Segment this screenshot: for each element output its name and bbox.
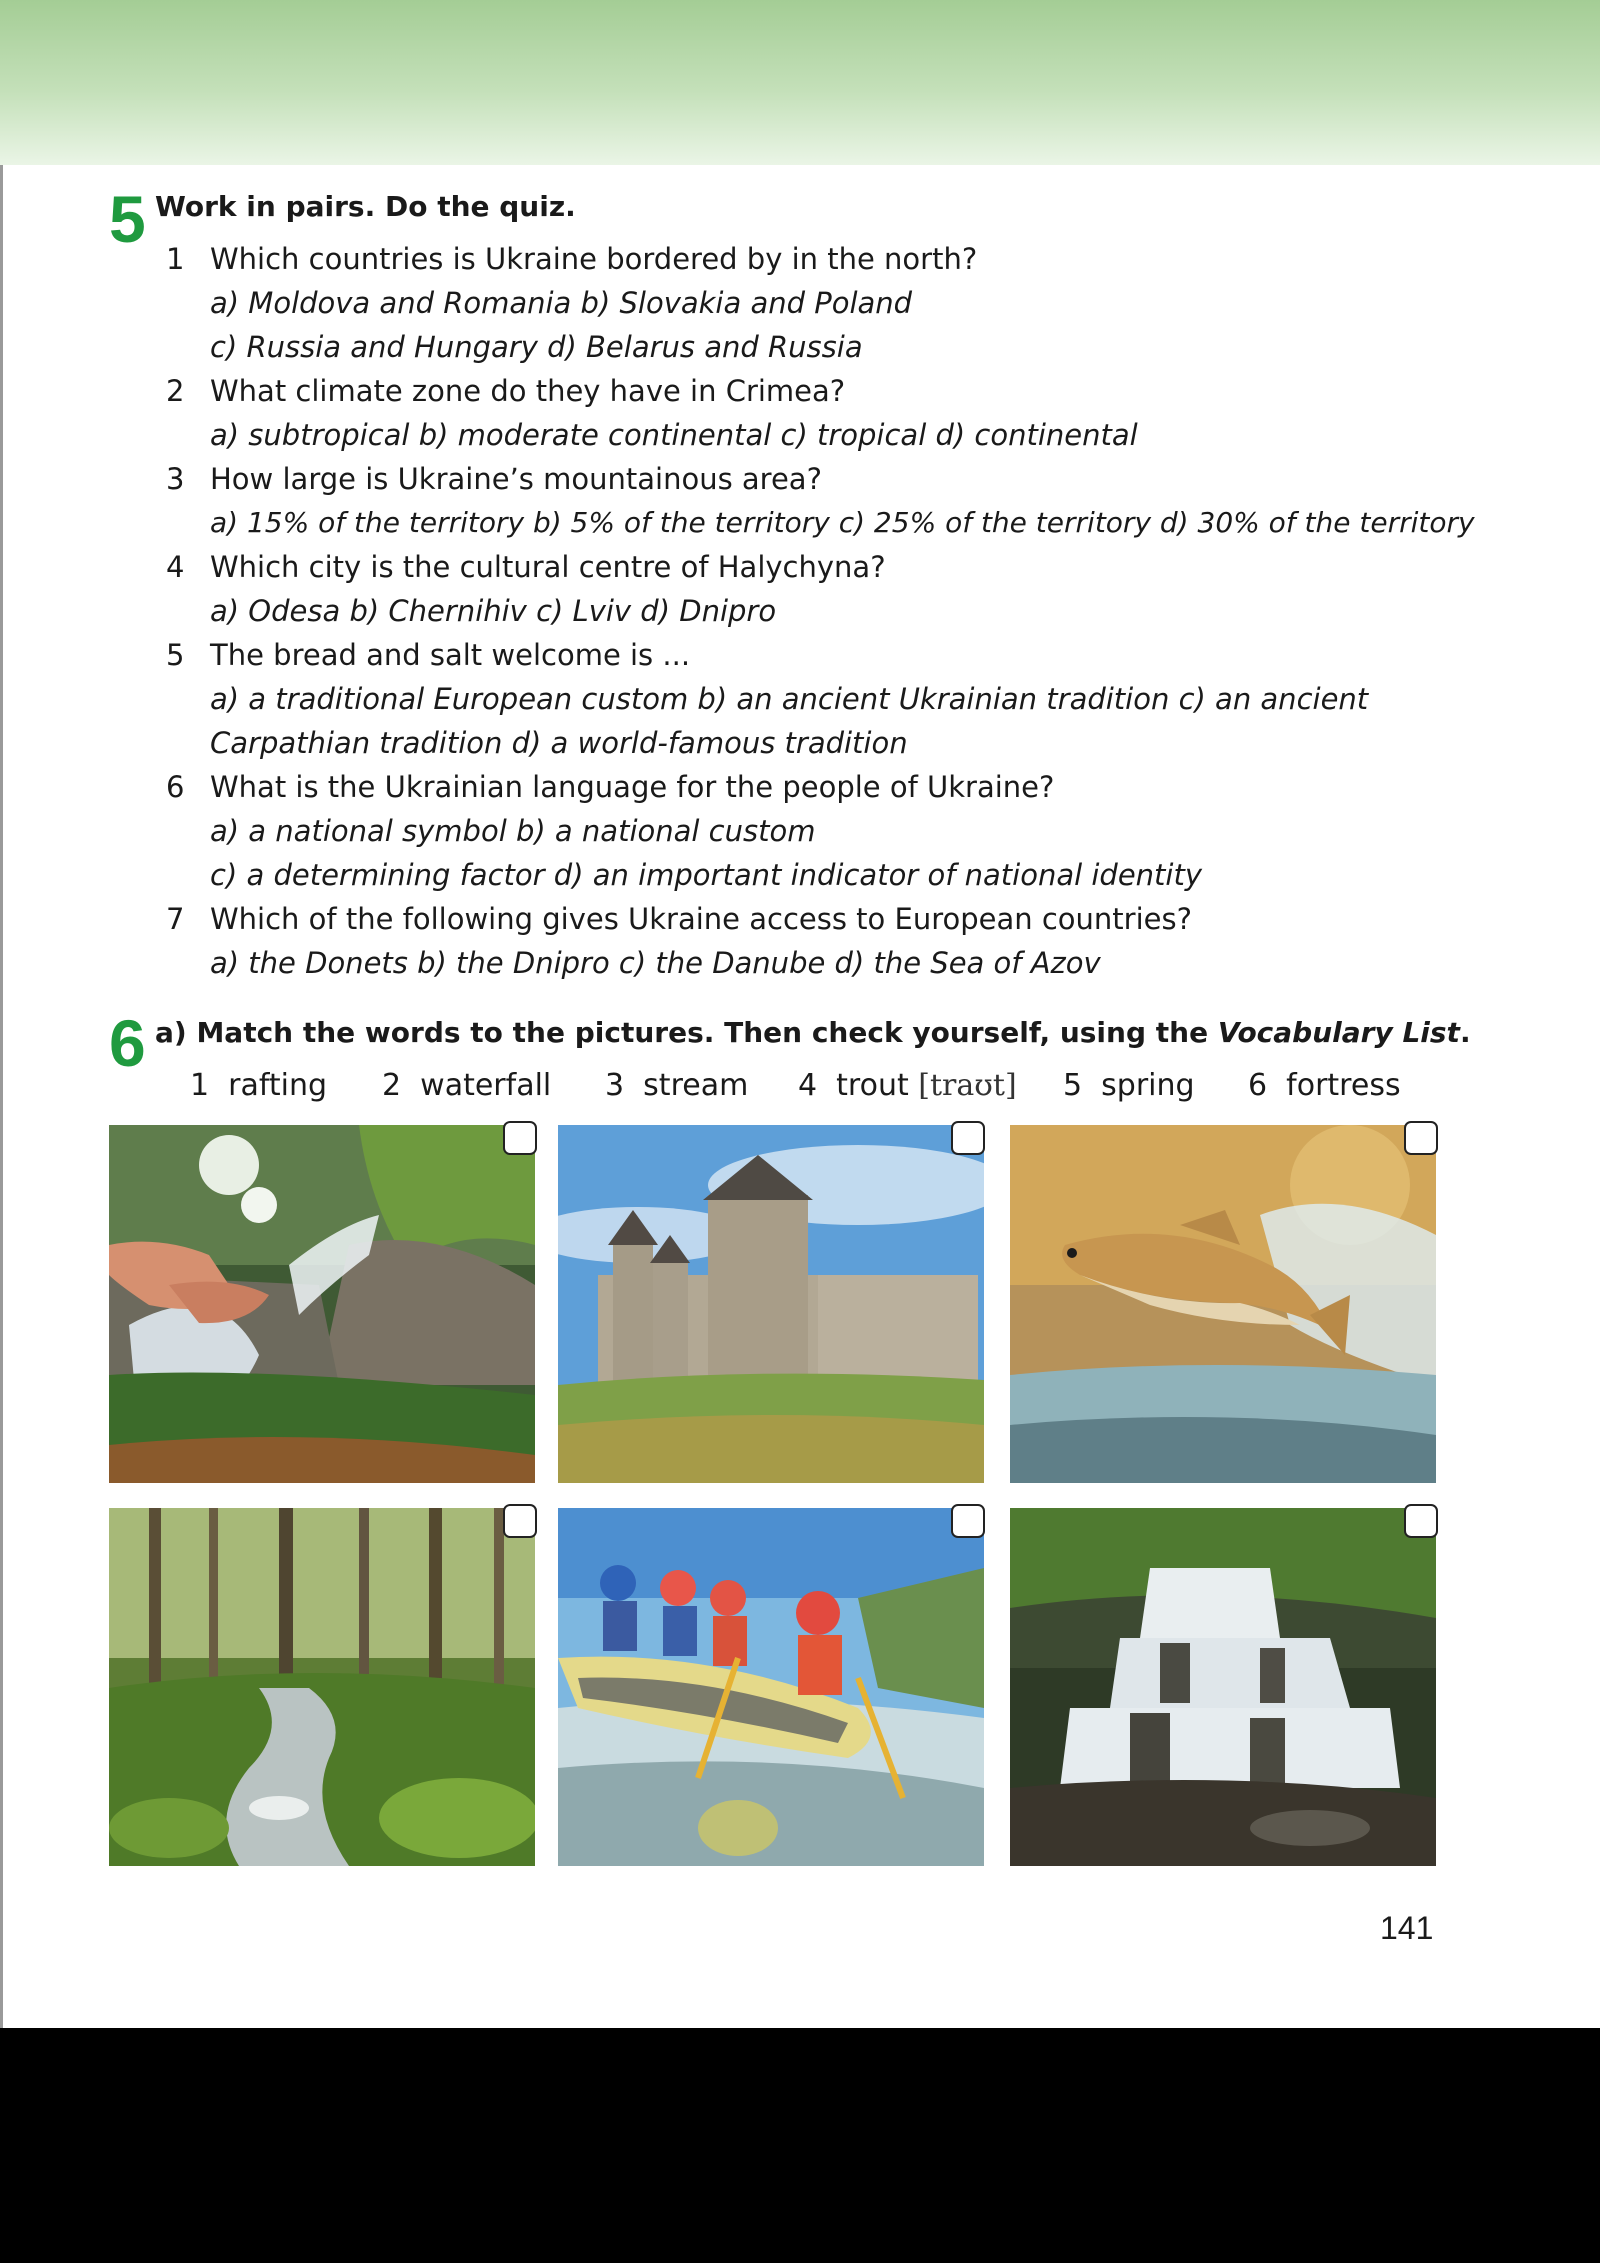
answer-box-waterfall[interactable] — [1404, 1504, 1438, 1538]
question-1-text: Which countries is Ukraine bordered by in the north? — [210, 242, 978, 276]
rafting-photo — [558, 1508, 984, 1866]
question-6-number: 6 — [166, 770, 185, 804]
page-number: 141 — [1380, 1910, 1434, 1946]
question-2-text: What climate zone do they have in Crimea? — [210, 374, 846, 408]
question-5-text: The bread and salt welcome is ... — [210, 638, 691, 672]
answer-box-spring[interactable] — [503, 1121, 537, 1155]
vocab-item-6 — [1248, 1068, 1401, 1103]
spring-water-photo — [109, 1125, 535, 1483]
exercise-6-number: 6 — [109, 1006, 146, 1080]
question-7-text: Which of the following gives Ukraine access to European countries? — [210, 902, 1192, 936]
question-3-text: How large is Ukraine’s mountainous area? — [210, 462, 822, 496]
vocab-word: spring — [1101, 1068, 1195, 1103]
vocab-word: rafting — [228, 1068, 328, 1103]
answer-box-rafting[interactable] — [951, 1504, 985, 1538]
question-5-options-line-1: a) a traditional European custom b) an ancient Ukrainian tradition c) an ancient — [210, 682, 1369, 716]
vocab-word: stream — [643, 1068, 749, 1103]
question-4-number: 4 — [166, 550, 185, 584]
question-7-options: a) the Donets b) the Dnipro c) the Danube d) the Sea of Azov — [210, 946, 1101, 980]
question-1-options-line-1: a) Moldova and Romania b) Slovakia and Poland — [210, 286, 913, 320]
vocab-word: fortress — [1286, 1068, 1401, 1103]
vocab-transcription: [traʊt] — [918, 1068, 1017, 1103]
vocab-item-1 — [190, 1068, 327, 1103]
answer-box-fortress[interactable] — [951, 1121, 985, 1155]
question-1-number: 1 — [166, 242, 185, 276]
question-1-options-line-2: c) Russia and Hungary d) Belarus and Russia — [210, 330, 863, 364]
vocab-number: 6 — [1248, 1068, 1268, 1103]
vocab-item-4 — [798, 1068, 1017, 1103]
question-5-number: 5 — [166, 638, 185, 672]
vocab-number: 5 — [1063, 1068, 1083, 1103]
question-3-options: a) 15% of the territory b) 5% of the territory c) 25% of the territory d) 30% of the territory — [210, 506, 1475, 539]
waterfall-photo — [1010, 1508, 1436, 1866]
vocabulary-list-reference: Vocabulary List — [1217, 1016, 1460, 1049]
vocab-item-3 — [605, 1068, 748, 1103]
vocab-number: 2 — [382, 1068, 402, 1103]
vocab-word: trout — [836, 1068, 909, 1103]
vocab-number: 1 — [190, 1068, 210, 1103]
fortress-photo — [558, 1125, 984, 1483]
exercise-5-number: 5 — [109, 182, 146, 256]
question-6-text: What is the Ukrainian language for the people of Ukraine? — [210, 770, 1055, 804]
vocab-item-5 — [1063, 1068, 1195, 1103]
question-7-number: 7 — [166, 902, 185, 936]
trout-photo — [1010, 1125, 1436, 1483]
question-2-number: 2 — [166, 374, 185, 408]
exercise-6-title-text: a) Match the words to the pictures. Then check yourself, using the — [155, 1016, 1218, 1049]
vocab-item-2 — [382, 1068, 551, 1103]
answer-box-stream[interactable] — [503, 1504, 537, 1538]
question-2-options: a) subtropical b) moderate continental c) tropical d) continental — [210, 418, 1138, 452]
exercise-6-title — [155, 1016, 1471, 1049]
question-4-options: a) Odesa b) Chernihiv c) Lviv d) Dnipro — [210, 594, 777, 628]
question-6-options-line-1: a) a national symbol b) a national custom — [210, 814, 816, 848]
exercise-6-title-end: . — [1459, 1016, 1471, 1049]
vocab-number: 4 — [798, 1068, 818, 1103]
exercise-5-title: Work in pairs. Do the quiz. — [155, 190, 576, 223]
vocab-word: waterfall — [420, 1068, 552, 1103]
vocab-number: 3 — [605, 1068, 625, 1103]
question-5-options-line-2: Carpathian tradition d) a world-famous tradition — [210, 726, 908, 760]
question-4-text: Which city is the cultural centre of Halychyna? — [210, 550, 886, 584]
question-6-options-line-2: c) a determining factor d) an important indicator of national identity — [210, 858, 1203, 892]
header-band — [0, 0, 1600, 165]
answer-box-trout[interactable] — [1404, 1121, 1438, 1155]
forest-stream-photo — [109, 1508, 535, 1866]
question-3-number: 3 — [166, 462, 185, 496]
